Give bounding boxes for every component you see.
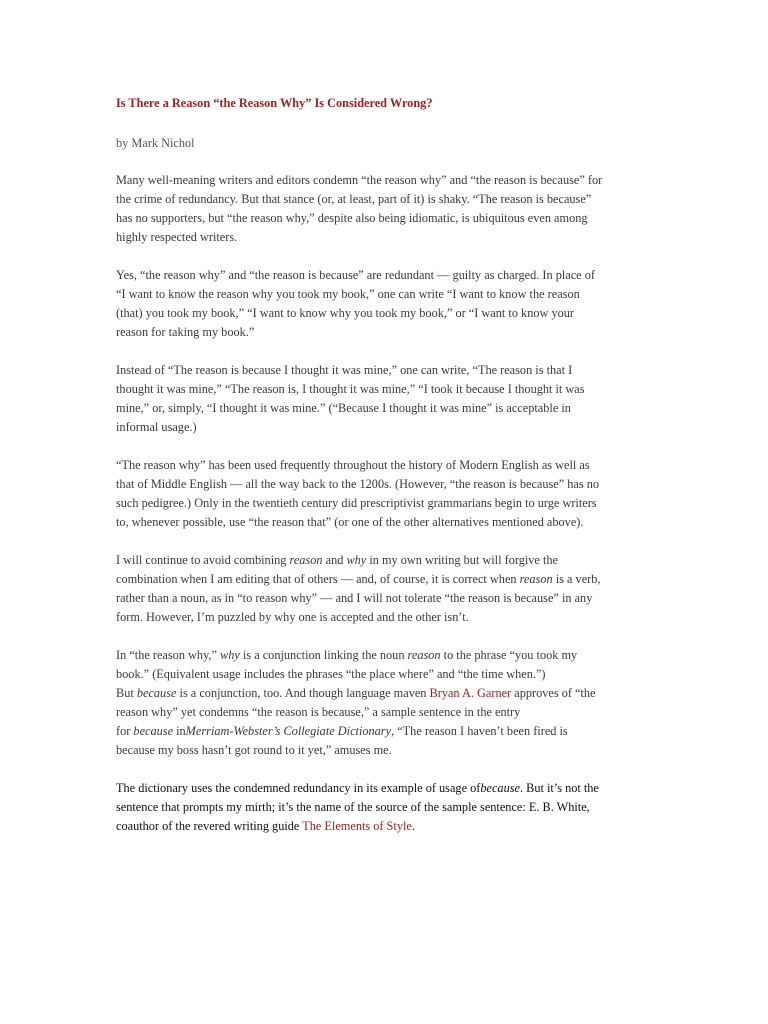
- paragraph-4: [116, 456, 656, 532]
- paragraph-5: [116, 551, 656, 627]
- text-line: [116, 684, 656, 703]
- italic-term: why: [220, 648, 240, 662]
- paragraph-1: [116, 171, 656, 247]
- text-run: combination when I am editing that of others — and, of course, it is correct when: [116, 572, 520, 586]
- text-line: such pedigree.) Only in the twentieth century did prescriptivist grammarians begin to urge writers: [116, 496, 597, 510]
- text-run: is a verb,: [552, 572, 601, 586]
- article-body: [116, 171, 656, 836]
- text-line: book.” (Equivalent usage includes the phrases “the place where” and “the time when.”): [116, 667, 546, 681]
- text-line: form. However, I’m puzzled by why one is accepted and the other isn’t.: [116, 610, 469, 624]
- text-run: and: [322, 553, 347, 567]
- italic-term: reason: [519, 572, 553, 586]
- text-line: [116, 722, 656, 741]
- bryan-garner-link[interactable]: Bryan A. Garner: [429, 686, 512, 700]
- text-line: because my boss hasn’t got round to it yet,” amuses me.: [116, 743, 392, 757]
- text-run: , “The reason I haven’t been fired is: [391, 724, 568, 738]
- text-run: approves of “the: [511, 686, 596, 700]
- text-run: But: [116, 686, 137, 700]
- text-line: to, whenever possible, use “the reason that” (or one of the other alternatives mentioned above).: [116, 515, 584, 529]
- text-run: for: [116, 724, 134, 738]
- text-line: reason for taking my book.”: [116, 325, 255, 339]
- text-run: in: [173, 724, 186, 738]
- paragraph-2: [116, 266, 656, 342]
- text-run: In “the reason why,”: [116, 648, 221, 662]
- text-line: highly respected writers.: [116, 230, 238, 244]
- text-line: “I want to know the reason why you took my book,” one can write “I want to know the reason: [116, 287, 580, 301]
- italic-term: Merriam-Webster’s Collegiate Dictionary: [185, 724, 392, 738]
- elements-of-style-link[interactable]: The Elements of Style: [302, 819, 412, 833]
- text-line: (that) you took my book,” “I want to know why you took my book,” or “I want to know your: [116, 306, 574, 320]
- text-line: thought it was mine,” “The reason is, I thought it was mine,” “I took it because I thought it was: [116, 382, 585, 396]
- italic-term: reason: [407, 648, 441, 662]
- text-line: the crime of redundancy. But that stance (or, at least, part of it) is shaky. “The reason is because”: [116, 192, 592, 206]
- text-line: rather than a noun, as in “to reason why” — and I will not tolerate “the reason is because” in any: [116, 591, 593, 605]
- italic-term: because: [133, 724, 174, 738]
- text-run: coauthor of the revered writing guide: [116, 819, 303, 833]
- byline: by Mark Nichol: [116, 136, 195, 150]
- text-run: . But it’s not the: [519, 781, 599, 795]
- paragraph-6: [116, 646, 656, 760]
- text-run: .: [411, 819, 415, 833]
- text-line: [116, 551, 656, 570]
- text-line: “The reason why” has been used frequently throughout the history of Modern English as well as: [116, 458, 590, 472]
- text-run: is a conjunction linking the noun: [239, 648, 408, 662]
- text-line: [116, 570, 656, 589]
- text-line: Yes, “the reason why” and “the reason is because” are redundant — guilty as charged. In place of: [116, 268, 595, 282]
- italic-term: reason: [289, 553, 323, 567]
- text-line: Instead of “The reason is because I thought it was mine,” one can write, “The reason is that I: [116, 363, 573, 377]
- italic-term: why: [346, 553, 367, 567]
- text-run: I will continue to avoid combining: [116, 553, 290, 567]
- text-line: [116, 646, 656, 665]
- paragraph-7: [116, 779, 656, 836]
- text-line: that of Middle English — all the way back to the 1200s. (However, “the reason is because” has no: [116, 477, 600, 491]
- italic-term: because: [136, 686, 177, 700]
- text-run: is a conjunction, too. And though language maven: [176, 686, 430, 700]
- text-line: reason why” yet condemns “the reason is because,” a sample sentence in the entry: [116, 705, 521, 719]
- text-run: The dictionary uses the condemned redundancy in its example of usage of: [116, 781, 481, 795]
- text-line: mine,” or, simply, “I thought it was mine.” (“Because I thought it was mine” is acceptable in: [116, 401, 571, 415]
- paragraph-3: [116, 361, 656, 437]
- text-line: has no supporters, but “the reason why,” despite also being idiomatic, is ubiquitous even among: [116, 211, 588, 225]
- text-run: in my own writing but will forgive the: [366, 553, 558, 567]
- text-run: to the phrase “you took my: [440, 648, 578, 662]
- text-line: [116, 779, 656, 798]
- italic-term: because: [480, 781, 520, 795]
- text-line: sentence that prompts my mirth; it’s the name of the source of the sample sentence: E. B. White,: [116, 800, 590, 814]
- article-title: Is There a Reason “the Reason Why” Is Considered Wrong?: [116, 96, 433, 110]
- text-line: [116, 817, 656, 836]
- text-line: informal usage.): [116, 420, 197, 434]
- text-line: Many well-meaning writers and editors condemn “the reason why” and “the reason is because” for: [116, 173, 603, 187]
- article: [116, 94, 656, 833]
